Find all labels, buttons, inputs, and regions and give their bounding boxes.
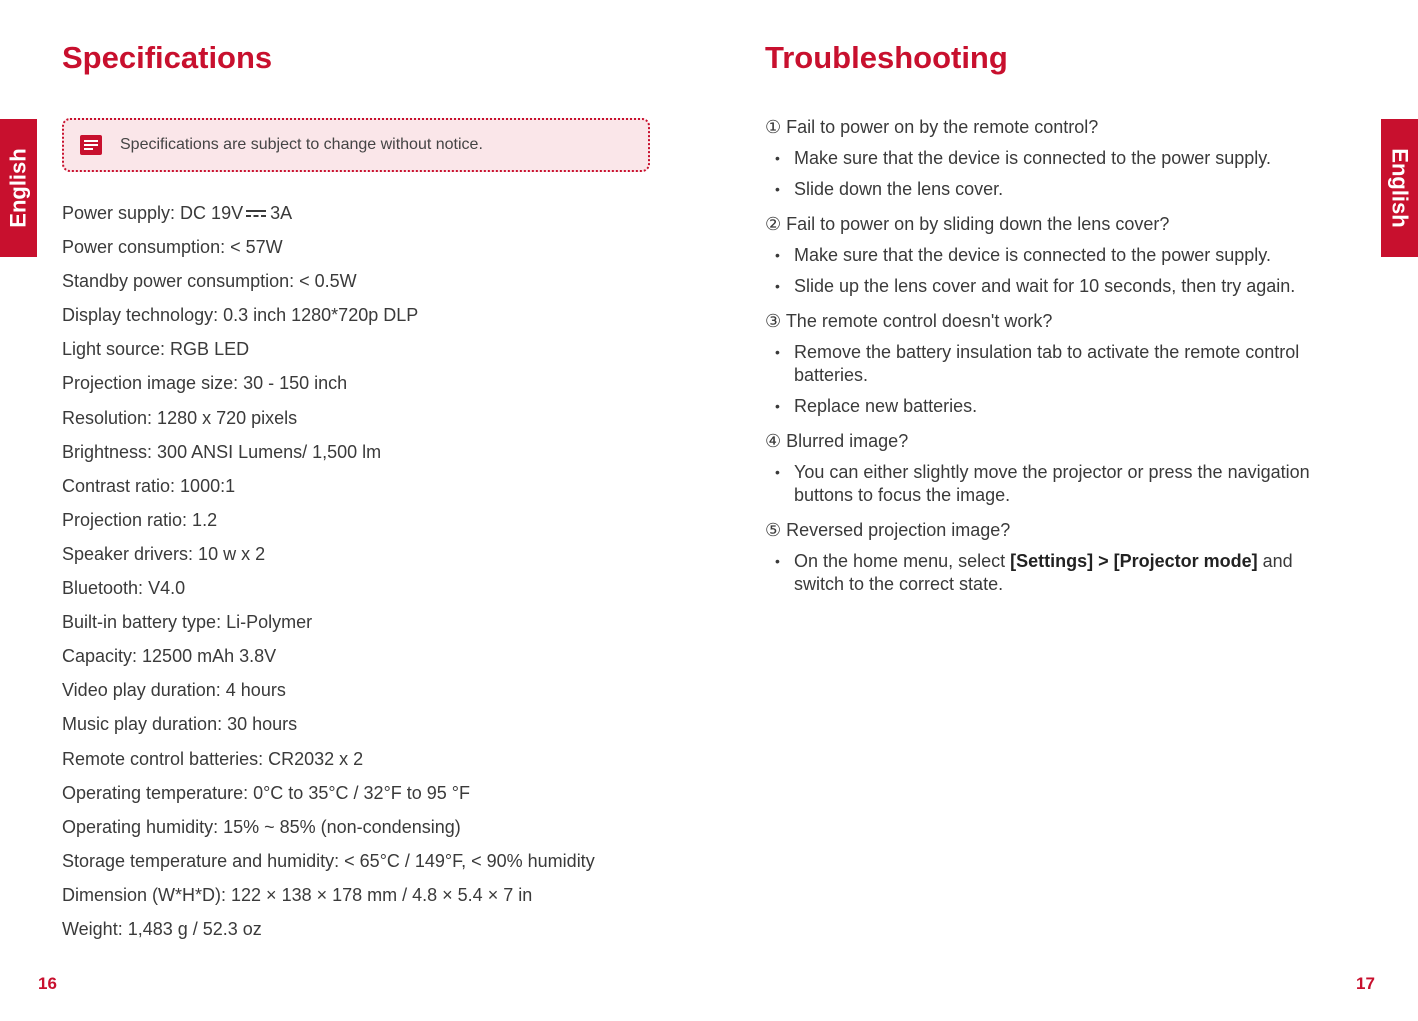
- spec-item: Storage temperature and humidity: < 65°C / 149°F, < 90% humidity: [62, 850, 595, 871]
- answer-item: [765, 275, 1345, 298]
- notice-text: Specifications are subject to change without notice.: [120, 136, 483, 153]
- spec-item: Brightness: 300 ANSI Lumens/ 1,500 lm: [62, 441, 382, 462]
- answer-text: Make sure that the device is connected to the power supply.: [794, 245, 1271, 265]
- spec-item: Contrast ratio: 1000:1: [62, 475, 236, 496]
- spec-item-power-supply: [62, 196, 595, 230]
- spec-item: Remote control batteries: CR2032 x 2: [62, 748, 364, 769]
- question-4: ④ Blurred image?: [765, 431, 909, 451]
- troubleshooting-section: [765, 112, 1345, 604]
- bullet-dot: •: [775, 181, 780, 197]
- dc-current-icon: [246, 209, 266, 219]
- spec-item: Capacity: 12500 mAh 3.8V: [62, 646, 277, 667]
- spec-item: Bluetooth: V4.0: [62, 578, 186, 599]
- language-tab-label: English: [1387, 148, 1413, 228]
- spec-list: [62, 196, 595, 946]
- troubleshooting-title: Troubleshooting: [765, 40, 1008, 75]
- question-1: ① Fail to power on by the remote control?: [765, 117, 1099, 137]
- answer-text: You can either slightly move the projector or press the navigation buttons to focus the image.: [794, 462, 1310, 505]
- spec-item: Operating humidity: 15% ~ 85% (non-condensing): [62, 816, 461, 837]
- spec-item: Display technology: 0.3 inch 1280*720p DLP: [62, 305, 419, 326]
- power-supply-current: 3A: [270, 203, 293, 223]
- answer-item: [765, 244, 1345, 267]
- question-2: ② Fail to power on by sliding down the lens cover?: [765, 214, 1170, 234]
- answer-list-4: [765, 461, 1345, 507]
- bullet-dot: •: [775, 398, 780, 414]
- spec-item: Dimension (W*H*D): 122 × 138 × 178 mm / 4.8 × 5.4 × 7 in: [62, 884, 533, 905]
- answer-list-1: [765, 147, 1345, 201]
- language-tab-right: [1381, 119, 1418, 257]
- spec-item: Operating temperature: 0°C to 35°C / 32°F to 95 °F: [62, 782, 470, 803]
- answer-list-2: [765, 244, 1345, 298]
- spec-item: Standby power consumption: < 0.5W: [62, 271, 357, 292]
- spec-item: Light source: RGB LED: [62, 339, 250, 360]
- spec-item: Music play duration: 30 hours: [62, 714, 298, 735]
- answer-text: Slide up the lens cover and wait for 10 seconds, then try again.: [794, 276, 1296, 296]
- spec-item: Projection ratio: 1.2: [62, 509, 218, 530]
- language-tab-left: [0, 119, 37, 257]
- answer-list-3: [765, 341, 1345, 418]
- notice-box: [62, 118, 650, 172]
- bullet-dot: •: [775, 553, 780, 569]
- answer-item: [765, 178, 1345, 201]
- specifications-title: Specifications: [62, 40, 273, 75]
- language-tab-label: English: [5, 148, 31, 228]
- answer-text: Remove the battery insulation tab to activate the remote control batteries.: [794, 342, 1300, 385]
- answer-item: [765, 395, 1345, 418]
- menu-path: [Settings] > [Projector mode]: [1010, 551, 1258, 571]
- spec-item: Built-in battery type: Li-Polymer: [62, 612, 313, 633]
- bullet-dot: •: [775, 150, 780, 166]
- page-number-left: 16: [38, 974, 57, 993]
- answer-text: Make sure that the device is connected to the power supply.: [794, 148, 1271, 168]
- question-3: ③ The remote control doesn't work?: [765, 311, 1053, 331]
- bullet-dot: •: [775, 278, 780, 294]
- spec-item: Video play duration: 4 hours: [62, 680, 286, 701]
- power-supply-label: Power supply: DC 19V: [62, 203, 244, 223]
- answer-text: Replace new batteries.: [794, 396, 978, 416]
- spec-item: Power consumption: < 57W: [62, 237, 283, 258]
- note-icon: [80, 135, 102, 155]
- answer-text-pre: On the home menu, select: [794, 551, 1011, 571]
- bullet-dot: •: [775, 247, 780, 263]
- spec-item: Speaker drivers: 10 w x 2: [62, 543, 266, 564]
- spec-item: Weight: 1,483 g / 52.3 oz: [62, 918, 262, 939]
- answer-text-post: and switch to the correct state.: [794, 551, 1293, 594]
- answer-item: [765, 341, 1345, 387]
- page-number-right: 17: [1356, 974, 1375, 993]
- bullet-dot: •: [775, 464, 780, 480]
- question-5: ⑤ Reversed projection image?: [765, 520, 1011, 540]
- answer-item: [765, 461, 1345, 507]
- bullet-dot: •: [775, 344, 780, 360]
- spec-item: Resolution: 1280 x 720 pixels: [62, 407, 298, 428]
- answer-item: [765, 147, 1345, 170]
- answer-item: [765, 550, 1345, 596]
- answer-list-5: [765, 550, 1345, 596]
- spec-item: Projection image size: 30 - 150 inch: [62, 373, 348, 394]
- answer-text: Slide down the lens cover.: [794, 179, 1004, 199]
